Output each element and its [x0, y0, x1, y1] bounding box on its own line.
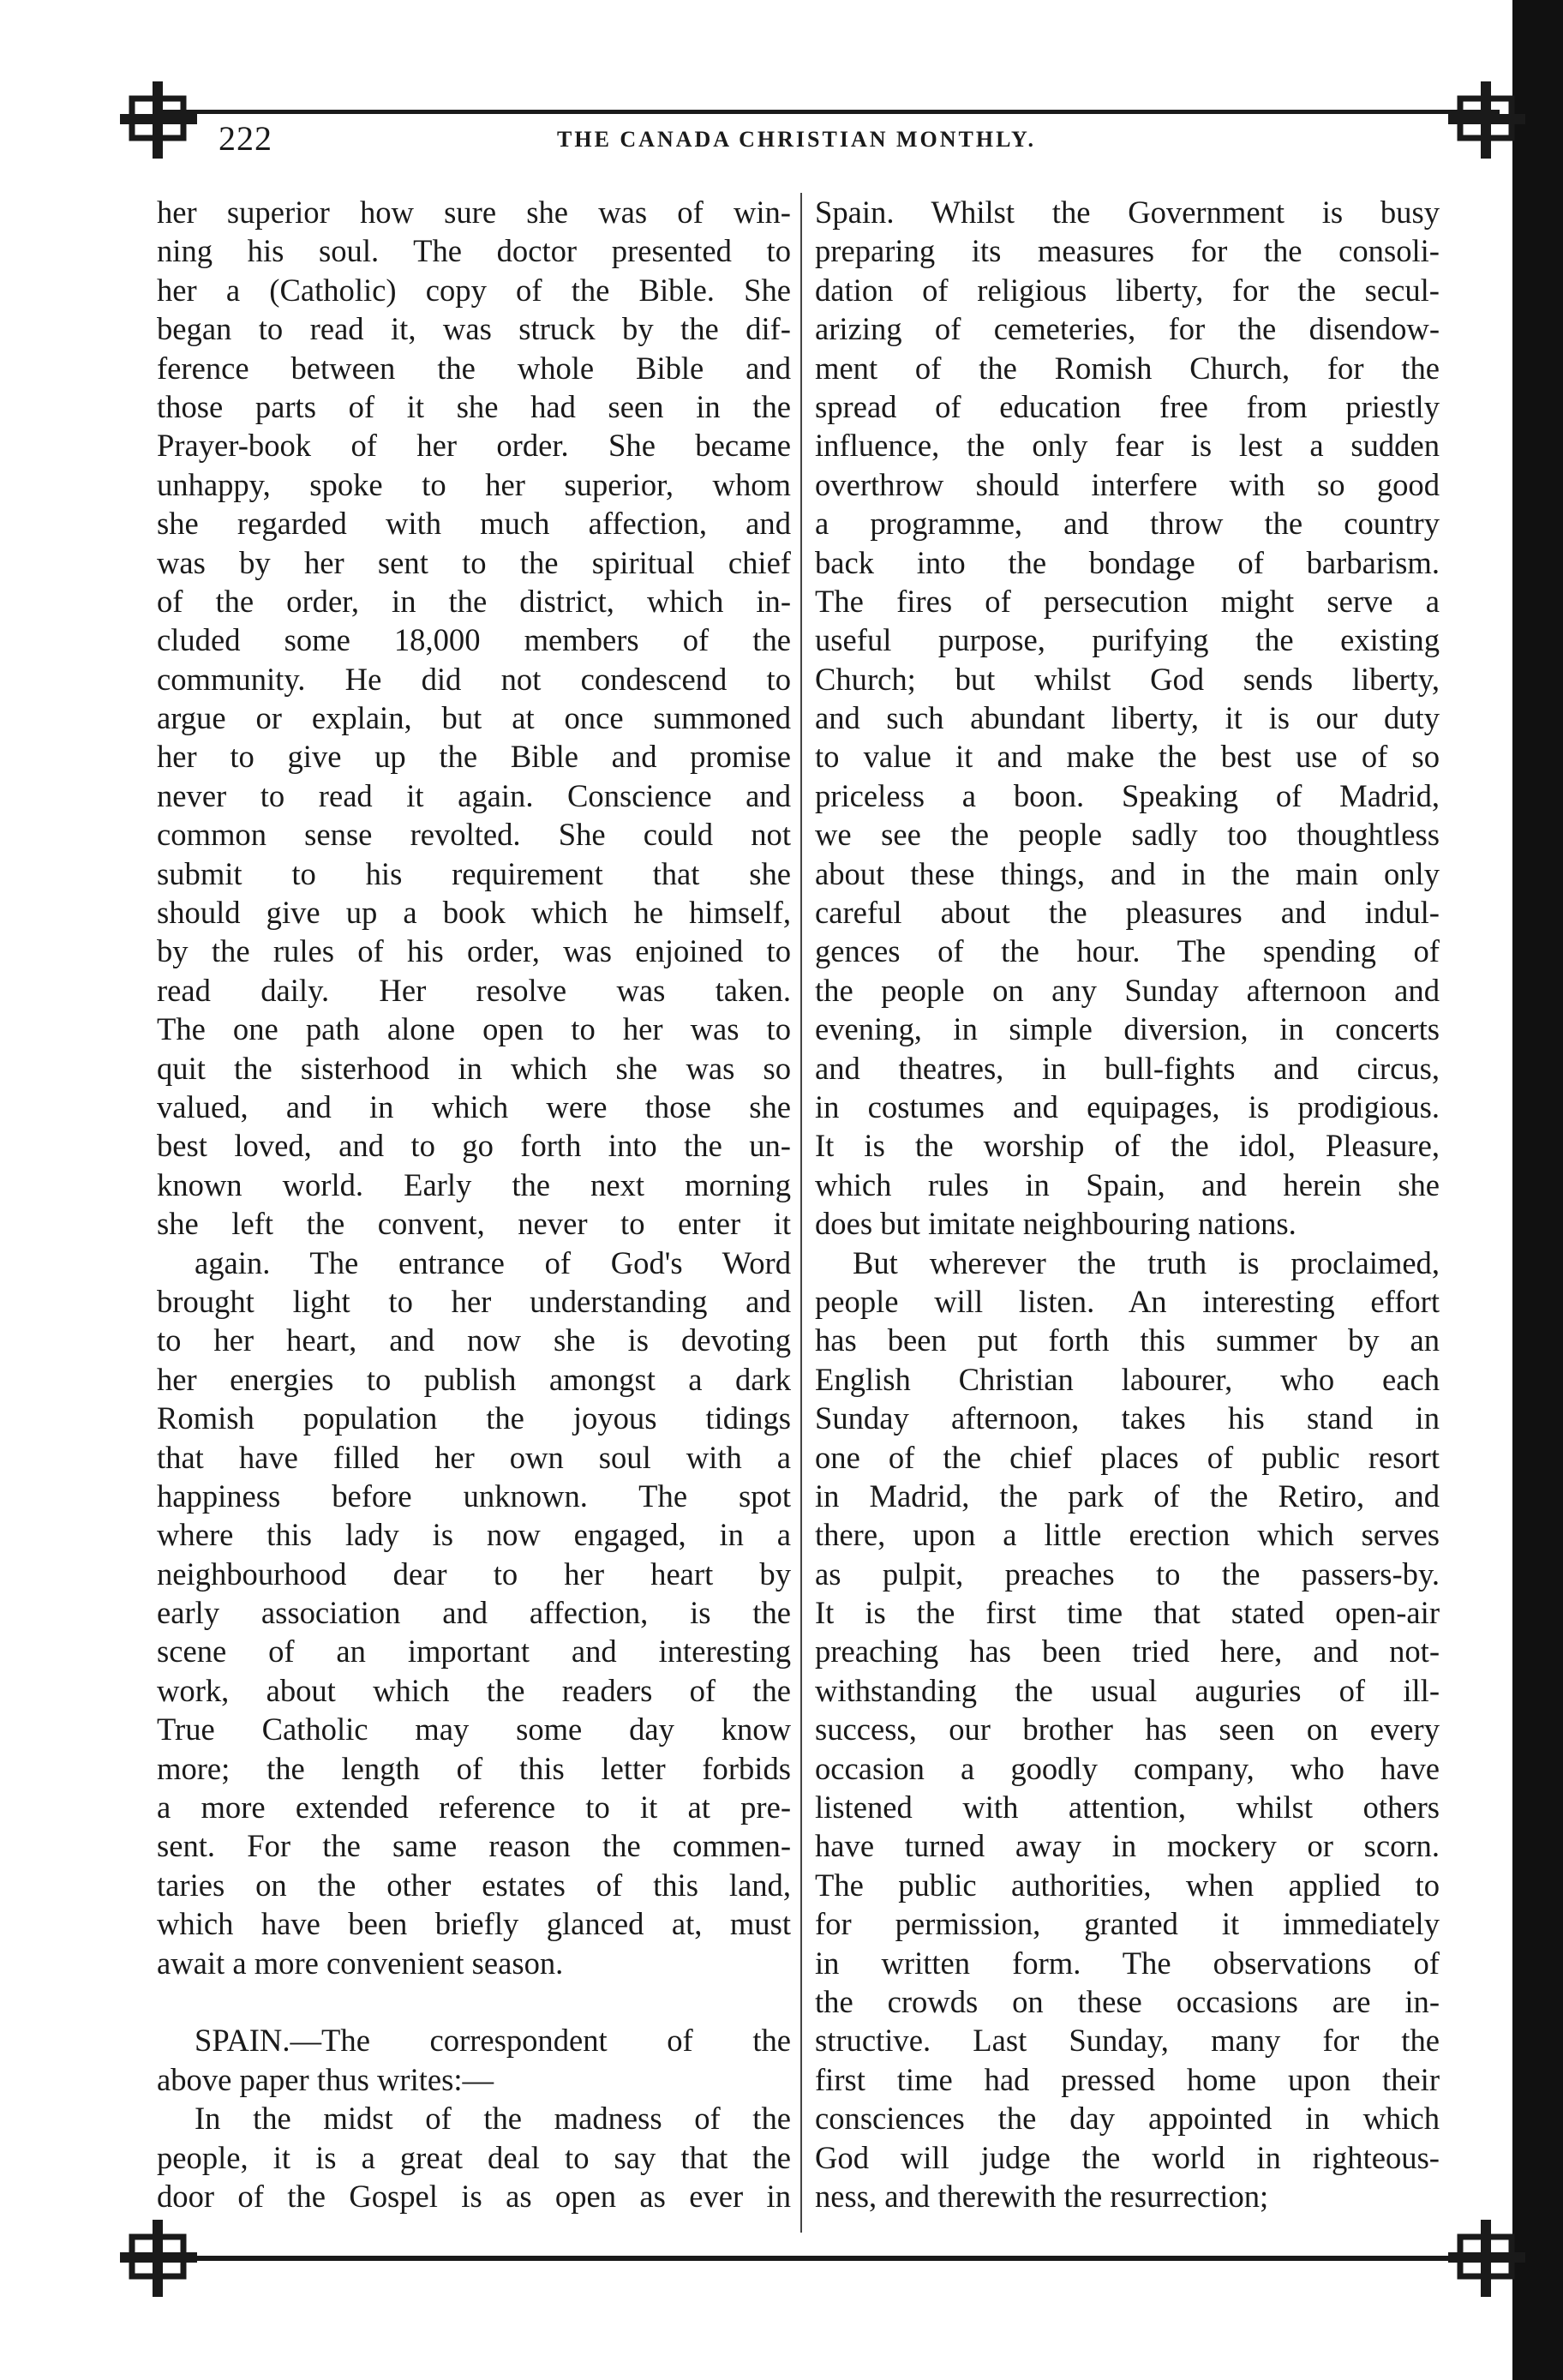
text-line: await a more convenient season.: [157, 1945, 564, 1981]
corner-ornament-icon: [1448, 2220, 1525, 2297]
text-line: valued, and in which were those she: [157, 1088, 791, 1124]
text-line: those parts of it she had seen in the: [157, 388, 791, 424]
text-line: The public authorities, when applied to: [815, 1867, 1440, 1903]
text-line: ness, and therewith the resurrection;: [815, 2178, 1269, 2214]
text-line: priceless a boon. Speaking of Madrid,: [815, 777, 1440, 813]
text-line: gences of the hour. The spending of: [815, 933, 1440, 969]
text-line: God will judge the world in righteous-: [815, 2139, 1440, 2175]
text-line: above paper thus writes:—: [157, 2061, 494, 2097]
text-line: argue or explain, but at once summoned: [157, 700, 791, 736]
header-rule: [163, 110, 1500, 114]
text-line: the people on any Sunday afternoon and: [815, 972, 1440, 1008]
text-line: we see the people sadly too thoughtless: [815, 817, 1440, 853]
text-line: should give up a book which he himself,: [157, 895, 791, 931]
text-line: The one path alone open to her was to: [157, 1011, 791, 1047]
right-text-column: [815, 193, 1440, 2215]
text-line: people will listen. An interesting effort: [815, 1283, 1440, 1319]
text-line: and theatres, in bull-fights and circus,: [815, 1050, 1440, 1086]
text-line: has been put forth this summer by an: [815, 1322, 1440, 1358]
text-line: withstanding the usual auguries of ill-: [815, 1672, 1440, 1708]
text-line: careful about the pleasures and indul-: [815, 895, 1440, 931]
text-line: brought light to her understanding and: [157, 1283, 791, 1319]
text-line: where this lady is now engaged, in a: [157, 1517, 791, 1553]
text-line: listened with attention, whilst others: [815, 1789, 1440, 1825]
text-line: people, it is a great deal to say that the: [157, 2139, 791, 2175]
text-line: neighbourhood dear to her heart by: [157, 1556, 791, 1592]
left-text-column: [157, 193, 791, 2215]
text-line: read daily. Her resolve was taken.: [157, 972, 791, 1008]
text-line: her to give up the Bible and promise: [157, 739, 791, 775]
text-line: cluded some 18,000 members of the: [157, 622, 791, 658]
text-line: happiness before unknown. The spot: [157, 1478, 791, 1514]
text-line: Spain. Whilst the Government is busy: [815, 195, 1440, 230]
text-line: in costumes and equipages, is prodigious.: [815, 1088, 1440, 1124]
text-line: early association and affection, is the: [157, 1595, 791, 1631]
text-line: It is the first time that stated open-air: [815, 1595, 1440, 1631]
column-divider: [800, 193, 802, 2233]
text-line: quit the sisterhood in which she was so: [157, 1050, 791, 1086]
footer-rule: [163, 2256, 1500, 2261]
text-line: first time had pressed home upon their: [815, 2061, 1440, 2097]
text-line: the crowds on these occasions are in-: [815, 1983, 1440, 2019]
text-line: she left the convent, never to enter it: [157, 1206, 791, 1242]
text-line: True Catholic may some day know: [157, 1712, 791, 1748]
text-line: for permission, granted it immediately: [815, 1906, 1440, 1942]
text-line: ment of the Romish Church, for the: [815, 350, 1440, 386]
text-line: her energies to publish amongst a dark: [157, 1361, 791, 1397]
text-line: one of the chief places of public resort: [815, 1439, 1440, 1475]
text-line: useful purpose, purifying the existing: [815, 622, 1440, 658]
text-line: ning his soul. The doctor presented to: [157, 233, 791, 269]
text-line: about these things, and in the main only: [815, 855, 1440, 891]
text-line: a more extended reference to it at pre-: [157, 1789, 791, 1825]
text-line: back into the bondage of barbarism.: [815, 544, 1440, 580]
text-line: of the order, in the district, which in-: [157, 583, 791, 619]
text-line: in written form. The observations of: [815, 1945, 1440, 1981]
text-line: more; the length of this letter forbids: [157, 1750, 791, 1786]
running-header: [146, 118, 1448, 161]
text-line: that have filled her own soul with a: [157, 1439, 791, 1475]
text-line: never to read it again. Conscience and: [157, 777, 791, 813]
text-line: began to read it, was struck by the dif-: [157, 311, 791, 347]
text-line: scene of an important and interesting: [157, 1634, 791, 1670]
text-line: again. The entrance of God's Word: [195, 1244, 791, 1280]
text-line: It is the worship of the idol, Pleasure,: [815, 1128, 1440, 1164]
corner-ornament-icon: [120, 2220, 197, 2297]
text-line: dation of religious liberty, for the secul-: [815, 272, 1440, 308]
text-line: unhappy, spoke to her superior, whom: [157, 466, 791, 502]
text-line: was by her sent to the spiritual chief: [157, 544, 791, 580]
text-line: occasion a goodly company, who have: [815, 1750, 1440, 1786]
paragraph-gap: [157, 1982, 791, 2021]
text-line: in Madrid, the park of the Retiro, and: [815, 1478, 1440, 1514]
text-line: community. He did not condescend to: [157, 661, 791, 697]
text-line: her superior how sure she was of win-: [157, 195, 791, 230]
text-line: But wherever the truth is proclaimed,: [853, 1244, 1440, 1280]
text-line: does but imitate neighbouring nations.: [815, 1206, 1297, 1242]
text-line: Prayer-book of her order. She became: [157, 428, 791, 464]
text-line: as pulpit, preaches to the passers-by.: [815, 1556, 1440, 1592]
running-title: THE CANADA CHRISTIAN MONTHLY.: [557, 127, 1036, 152]
text-line: common sense revolted. She could not: [157, 817, 791, 853]
text-line: English Christian labourer, who each: [815, 1361, 1440, 1397]
text-line: arizing of cemeteries, for the disendow-: [815, 311, 1440, 347]
text-line: which have been briefly glanced at, must: [157, 1906, 791, 1942]
text-line: preaching has been tried here, and not-: [815, 1634, 1440, 1670]
text-line: spread of education free from priestly: [815, 388, 1440, 424]
text-line: preparing its measures for the consoli-: [815, 233, 1440, 269]
corner-ornament-icon: [1448, 81, 1525, 159]
text-line: structive. Last Sunday, many for the: [815, 2023, 1440, 2059]
text-line: have turned away in mockery or scorn.: [815, 1828, 1440, 1864]
text-line: sent. For the same reason the commen-: [157, 1828, 791, 1864]
text-line: which rules in Spain, and herein she: [815, 1166, 1440, 1202]
text-line: known world. Early the next morning: [157, 1166, 791, 1202]
text-line: there, upon a little erection which serves: [815, 1517, 1440, 1553]
page-edge-shadow: [1512, 0, 1563, 2380]
text-line: The fires of persecution might serve a: [815, 583, 1440, 619]
text-line: overthrow should interfere with so good: [815, 466, 1440, 502]
text-line: a programme, and throw the country: [815, 506, 1440, 542]
text-line: and such abundant liberty, it is our duty: [815, 700, 1440, 736]
text-line: ference between the whole Bible and: [157, 350, 791, 386]
text-line: best loved, and to go forth into the un-: [157, 1128, 791, 1164]
page-number: 222: [219, 119, 272, 158]
text-line: to value it and make the best use of so: [815, 739, 1440, 775]
text-line: In the midst of the madness of the: [195, 2101, 791, 2137]
text-line: evening, in simple diversion, in concerts: [815, 1011, 1440, 1047]
text-line: her a (Catholic) copy of the Bible. She: [157, 272, 791, 308]
text-line: Sunday afternoon, takes his stand in: [815, 1400, 1440, 1436]
text-line: consciences the day appointed in which: [815, 2101, 1440, 2137]
text-line: SPAIN.—The correspondent of the: [195, 2023, 791, 2059]
text-line: Church; but whilst God sends liberty,: [815, 661, 1440, 697]
text-line: Romish population the joyous tidings: [157, 1400, 791, 1436]
text-line: work, about which the readers of the: [157, 1672, 791, 1708]
text-line: she regarded with much affection, and: [157, 506, 791, 542]
text-line: by the rules of his order, was enjoined to: [157, 933, 791, 969]
text-line: taries on the other estates of this land,: [157, 1867, 791, 1903]
text-line: submit to his requirement that she: [157, 855, 791, 891]
text-line: success, our brother has seen on every: [815, 1712, 1440, 1748]
text-line: to her heart, and now she is devoting: [157, 1322, 791, 1358]
text-line: influence, the only fear is lest a sudden: [815, 428, 1440, 464]
text-line: door of the Gospel is as open as ever in: [157, 2178, 791, 2214]
